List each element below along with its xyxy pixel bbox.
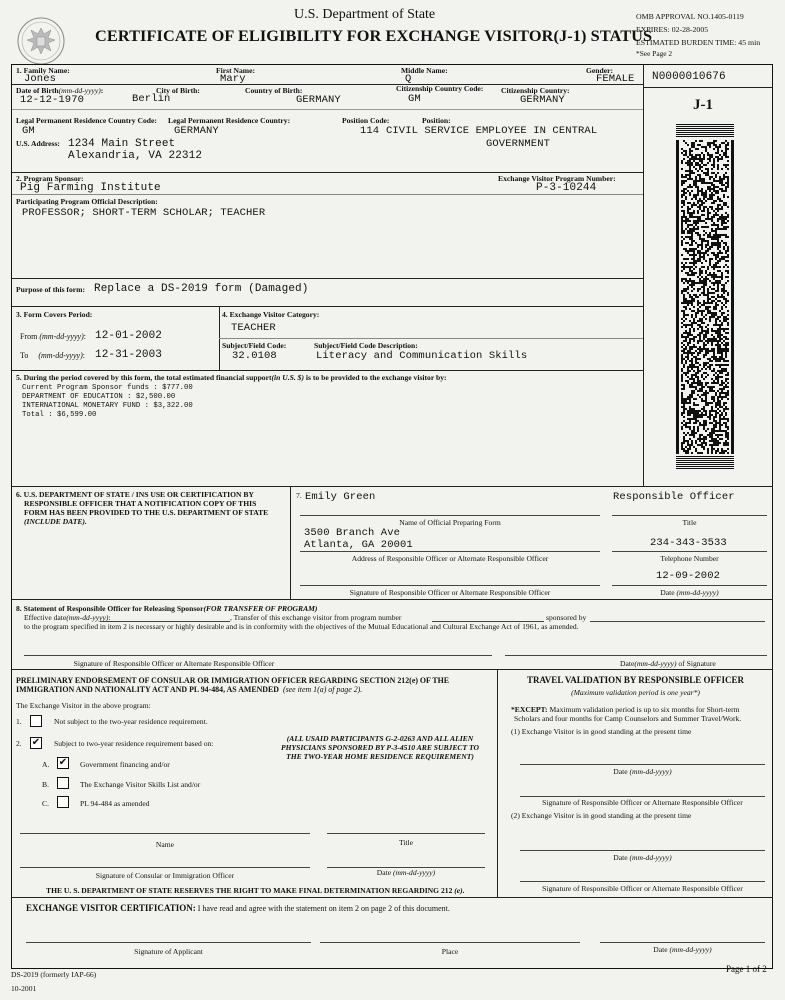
option-1-checkbox[interactable] [30, 715, 42, 727]
option-2-label: Subject to two-year residence requirement based on: [54, 739, 214, 748]
purpose-value: Replace a DS-2019 form (Damaged) [94, 283, 309, 295]
option-c-letter: C. [42, 799, 49, 808]
exchange-visitor-certification: EXCHANGE VISITOR CERTIFICATION: I have read and agree with the statement on item 2 on page 2 of this document. [26, 903, 450, 913]
lpr-code-value: GM [22, 125, 35, 137]
position-value-line1: CIVIL SERVICE EMPLOYEE IN CENTRAL [386, 125, 598, 137]
officer-date-label: Date (mm-dd-yyyy) [660, 588, 719, 597]
item6-line3: FORM HAS BEEN PROVIDED TO THE U.S. DEPARTMENT OF STATE [24, 508, 269, 517]
subject-code-value: 32.0108 [232, 350, 277, 362]
lpr-code-label: Legal Permanent Residence Country Code: [16, 116, 157, 125]
officer-phone: 234-343-3533 [650, 537, 727, 549]
lpr-country-value: GERMANY [174, 125, 219, 137]
omb-expires: EXPIRES: 02-28-2005 [636, 25, 709, 34]
right-panel-divider [643, 64, 644, 486]
option-a-checkbox[interactable]: ✔ [58, 757, 68, 768]
travel-except-line1: *EXCEPT: Maximum validation period is up to six months for Short-term [511, 705, 740, 714]
citizenship-country-value: GERMANY [520, 94, 565, 106]
applicant-signature-label: Signature of Applicant [134, 947, 203, 956]
omb-approval: OMB APPROVAL NO.1405-0119 [636, 12, 744, 21]
usaid-note-line2: PHYSICIANS SPONSORED BY P-3-4510 ARE SUBJECT TO [280, 743, 480, 752]
country-of-birth-value: GERMANY [296, 94, 341, 106]
position-code-value: 114 [360, 125, 380, 137]
us-address-label: U.S. Address: [16, 139, 60, 148]
travel-item-2: (2) Exchange Visitor is in good standing at the present time [511, 811, 692, 820]
first-name-value: Mary [220, 73, 246, 85]
travel-date-1-label: Date (mm-dd-yyyy) [613, 767, 672, 776]
see-page-2: *See Page 2 [636, 49, 673, 58]
program-number-label: Exchange Visitor Program Number: [498, 174, 616, 183]
prelim-intro: The Exchange Visitor in the above program: [16, 701, 151, 710]
officer-date: 12-09-2002 [656, 570, 721, 582]
item7-number: 7. [296, 491, 302, 500]
first-name-label: First Name: [216, 66, 256, 75]
travel-except-line2: Scholars and four months for Camp Counselors and Summer Travel/Work. [514, 714, 742, 723]
funding-line-1: Current Program Sponsor funds : $777.00 [22, 384, 193, 392]
item6-note: (INCLUDE DATE). [24, 517, 87, 526]
visa-type: J-1 [693, 97, 713, 113]
lpr-country-label: Legal Permanent Residence Country: [168, 116, 291, 125]
program-number-value: P-3-10244 [536, 182, 597, 194]
subject-description-label: Subject/Field Code Description: [314, 341, 418, 350]
officer-signature-label: Signature of Responsible Officer or Alternate Responsible Officer [349, 588, 551, 597]
official-name-label: Name of Official Preparing Form [399, 518, 501, 527]
to-date-label: To (mm-dd-yyyy): [20, 351, 85, 360]
usaid-note-line1: (ALL USAID PARTICIPANTS G-2-0263 AND ALL ALIEN [286, 734, 474, 743]
gender-label: Gender: [586, 66, 613, 75]
officer-address-label: Address of Responsible Officer or Alternate Responsible Officer [351, 554, 549, 563]
official-title: Responsible Officer [613, 491, 735, 503]
program-description-label: Participating Program Official Description: [16, 197, 158, 206]
option-c-label: PL 94-484 as amended [80, 799, 150, 808]
dob-value: 12-12-1970 [20, 94, 85, 106]
consular-name-label: Name [155, 840, 175, 849]
item6-line2: RESPONSIBLE OFFICER THAT A NOTIFICATION COPY OF THIS [24, 499, 257, 508]
city-of-birth-label: City of Birth: [156, 86, 200, 95]
visitor-category-label: 4. Exchange Visitor Category: [222, 310, 320, 319]
citizenship-country-label: Citizenship Country: [501, 86, 570, 95]
consular-title-label: Title [398, 838, 414, 847]
page-number: Page 1 of 2 [726, 964, 767, 974]
consular-signature-label: Signature of Consular or Immigration Officer [95, 871, 235, 880]
prelim-title-line2: IMMIGRATION AND NATIONALITY ACT AND PL 94-484, AS AMENDED (see item 1(a) of page 2). [16, 685, 363, 694]
subject-code-label: Subject/Field Code: [222, 341, 287, 350]
item8-conformity-text: to the program specified in item 2 is necessary or highly desirable and is in conformity with the objectives of the Mutual Educational and Cultural Exchange Act of 1961, as amended. [24, 622, 579, 631]
applicant-place-label: Place [441, 947, 459, 956]
prelim-title-line1: PRELIMINARY ENDORSEMENT OF CONSULAR OR IMMIGRATION OFFICER REGARDING SECTION 212(e) OF THE [16, 676, 450, 685]
option-b-label: The Exchange Visitor Skills List and/or [80, 780, 201, 789]
item6-line1: 6. U.S. DEPARTMENT OF STATE / INS USE OR CERTIFICATION BY [16, 490, 254, 499]
item8-sponsored-by: sponsored by [546, 613, 587, 622]
country-of-birth-label: Country of Birth: [245, 86, 303, 95]
program-sponsor-label: 2. Program Sponsor: [16, 174, 84, 183]
citizenship-code-value: GM [408, 93, 421, 105]
consular-date-label: Date (mm-dd-yyyy) [376, 868, 436, 877]
dob-label: Date of Birth(mm-dd-yyyy): [16, 86, 104, 95]
option-2-checkbox[interactable]: ✔ [31, 737, 41, 748]
family-name-value: Jones [24, 73, 57, 85]
us-address-line1: 1234 Main Street [68, 138, 176, 150]
form-revision-date: 10-2001 [11, 984, 37, 993]
program-sponsor-value: Pig Farming Institute [20, 182, 161, 194]
item8-effective-date: Effective date(mm-dd-yyyy): [24, 613, 111, 622]
sevis-id: N0000010676 [652, 71, 726, 83]
applicant-date-label: Date (mm-dd-yyyy) [653, 945, 712, 954]
option-b-letter: B. [42, 780, 49, 789]
travel-signature-1-label: Signature of Responsible Officer or Alternate Responsible Officer [542, 798, 743, 807]
state-department-seal [15, 16, 67, 66]
department-name: U.S. Department of State [294, 7, 436, 22]
travel-item-1: (1) Exchange Visitor is in good standing at the present time [511, 727, 692, 736]
barcode [676, 124, 734, 470]
travel-validation-subtitle: (Maximum validation period is one year*) [571, 688, 700, 697]
option-a-letter: A. [42, 760, 50, 769]
option-1-label: Not subject to the two-year residence requirement. [54, 717, 208, 726]
form-title: CERTIFICATE OF ELIGIBILITY FOR EXCHANGE VISITOR(J-1) STATUS [95, 26, 653, 45]
option-1-number: 1. [16, 717, 22, 726]
option-b-checkbox[interactable] [57, 777, 69, 789]
form-period-label: 3. Form Covers Period: [16, 310, 93, 319]
us-address-line2: Alexandria, VA 22312 [68, 150, 203, 162]
purpose-label: Purpose of this form: [16, 285, 85, 294]
middle-name-label: Middle Name: [401, 66, 448, 75]
family-name-label: 1. Family Name: [16, 66, 70, 75]
gender-value: FEMALE [596, 73, 635, 85]
official-title-label: Title [682, 518, 697, 527]
option-a-label: Government financing and/or [80, 760, 170, 769]
item8-signature-label: Signature of Responsible Officer or Alternate Responsible Officer [73, 659, 275, 668]
from-date-value: 12-01-2002 [95, 330, 163, 342]
travel-validation-title: TRAVEL VALIDATION BY RESPONSIBLE OFFICER [526, 675, 745, 685]
item8-label: 8. Statement of Responsible Officer for Releasing Sponsor(FOR TRANSFER OF PROGRAM) [16, 604, 318, 613]
middle-name-value: Q [405, 73, 412, 85]
official-name: Emily Green [305, 491, 376, 503]
item8-transfer-text: , Transfer of this exchange visitor from program number [230, 613, 402, 622]
officer-address-line2: Atlanta, GA 20001 [304, 539, 413, 551]
usaid-note-line3: THE TWO-YEAR HOME RESIDENCE REQUIREMENT) [286, 752, 474, 761]
to-date-value: 12-31-2003 [95, 349, 163, 361]
program-description-value: PROFESSOR; SHORT-TERM SCHOLAR; TEACHER [22, 207, 266, 219]
funding-line-2: DEPARTMENT OF EDUCATION : $2,500.00 [22, 393, 176, 401]
position-label: Position: [422, 116, 451, 125]
funding-line-3: INTERNATIONAL MONETARY FUND : $3,322.00 [22, 402, 193, 410]
burden-time: ESTIMATED BURDEN TIME: 45 min [636, 38, 761, 47]
travel-signature-2-label: Signature of Responsible Officer or Alternate Responsible Officer [542, 884, 743, 893]
financial-support-label: 5. During the period covered by this form, the total estimated financial support(in U.S. $) is to be provided to the exchange visitor by: [16, 373, 447, 382]
item8-date-label: Date(mm-dd-yyyy) of Signature [620, 659, 716, 668]
position-value-line2: GOVERNMENT [486, 138, 551, 150]
final-determination-note: THE U. S. DEPARTMENT OF STATE RESERVES THE RIGHT TO MAKE FINAL DETERMINATION REGARDING 212 (e). [46, 886, 465, 895]
officer-phone-label: Telephone Number [660, 554, 719, 563]
option-c-checkbox[interactable] [57, 796, 69, 808]
funding-total: Total : $6,599.00 [22, 411, 97, 419]
visitor-category-value: TEACHER [231, 322, 276, 334]
option-2-number: 2. [16, 739, 22, 748]
from-date-label: From (mm-dd-yyyy): [20, 332, 86, 341]
travel-date-2-label: Date (mm-dd-yyyy) [613, 853, 672, 862]
position-code-label: Position Code: [342, 116, 390, 125]
citizenship-code-label: Citizenship Country Code: [396, 84, 484, 93]
form-number: DS-2019 (formerly IAP-66) [11, 970, 97, 979]
city-of-birth-value: Berlin [132, 93, 171, 105]
subject-description-value: Literacy and Communication Skills [316, 350, 528, 362]
officer-address-line1: 3500 Branch Ave [304, 527, 401, 539]
